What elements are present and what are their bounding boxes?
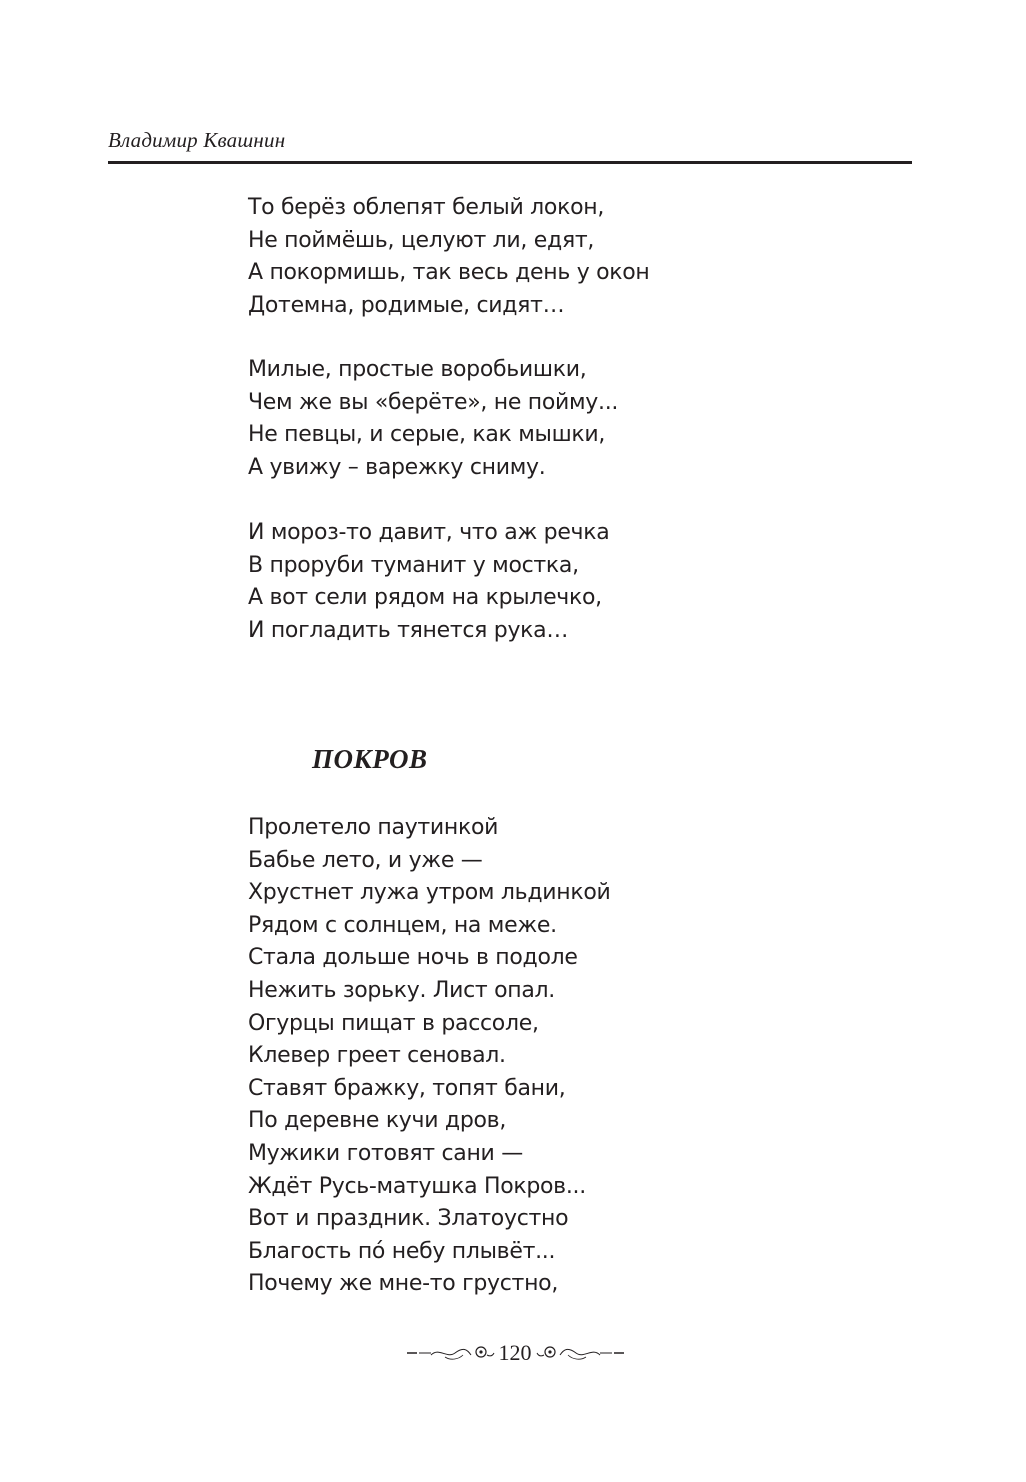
verse-line: Вот и праздник. Златоустно xyxy=(248,1206,569,1232)
verse-line: Ждёт Русь-матушка Покров... xyxy=(248,1173,586,1199)
verse-line: Ставят бражку, топят бани, xyxy=(248,1075,566,1101)
poem-title: ПОКРОВ xyxy=(312,744,428,774)
page-number: 120 xyxy=(498,1340,532,1365)
verse-line: Клевер греет сеновал. xyxy=(248,1043,506,1069)
verse-line: Стала дольше ночь в подоле xyxy=(248,945,578,971)
stanza-1 xyxy=(248,192,650,322)
verse-line: Мужики готовят сани — xyxy=(248,1140,523,1166)
header-rule xyxy=(108,161,912,164)
verse-line: Дотемна, родимые, сидят… xyxy=(248,292,565,318)
stanza-2 xyxy=(248,354,618,484)
verse-line: Рядом с солнцем, на меже. xyxy=(248,912,557,938)
verse-line: Не поймёшь, целуют ли, едят, xyxy=(248,227,595,253)
verse-line: А вот сели рядом на крылечко, xyxy=(248,585,602,611)
verse-line: В проруби туманит у мостка, xyxy=(248,552,579,578)
verse-line: Нежить зорьку. Лист опал. xyxy=(248,977,555,1003)
verse-line: Огурцы пищат в рассоле, xyxy=(248,1010,539,1036)
flourish-left-icon xyxy=(405,1343,495,1363)
verse-line: Хрустнет лужа утром льдинкой xyxy=(248,880,611,906)
verse-line: Не певцы, и серые, как мышки, xyxy=(248,422,606,448)
verse-line: По деревне кучи дров, xyxy=(248,1108,507,1134)
verse-line: Пролетело паутинкой xyxy=(248,815,499,840)
verse-line: Благость по́ небу плывёт... xyxy=(248,1238,556,1264)
verse-line: А увижу – варежку сниму. xyxy=(248,454,546,480)
verse-line: И погладить тянется рука… xyxy=(248,617,569,643)
page-footer xyxy=(400,1338,630,1368)
verse-line: Бабье лето, и уже — xyxy=(248,847,483,873)
verse-line: Чем же вы «берёте», не пойму... xyxy=(248,389,619,415)
running-head-author: Владимир Квашнин xyxy=(108,128,286,152)
stanza-3 xyxy=(248,517,609,647)
poem-body xyxy=(248,812,611,1301)
verse-line: То берёз облепят белый локон, xyxy=(248,195,605,220)
verse-line: И мороз-то давит, что аж речка xyxy=(248,520,610,545)
verse-line: Милые, простые воробьишки, xyxy=(248,357,587,382)
flourish-right-icon xyxy=(536,1343,626,1363)
verse-line: Почему же мне-то грустно, xyxy=(248,1271,559,1297)
verse-line: А покормишь, так весь день у окон xyxy=(248,260,650,286)
